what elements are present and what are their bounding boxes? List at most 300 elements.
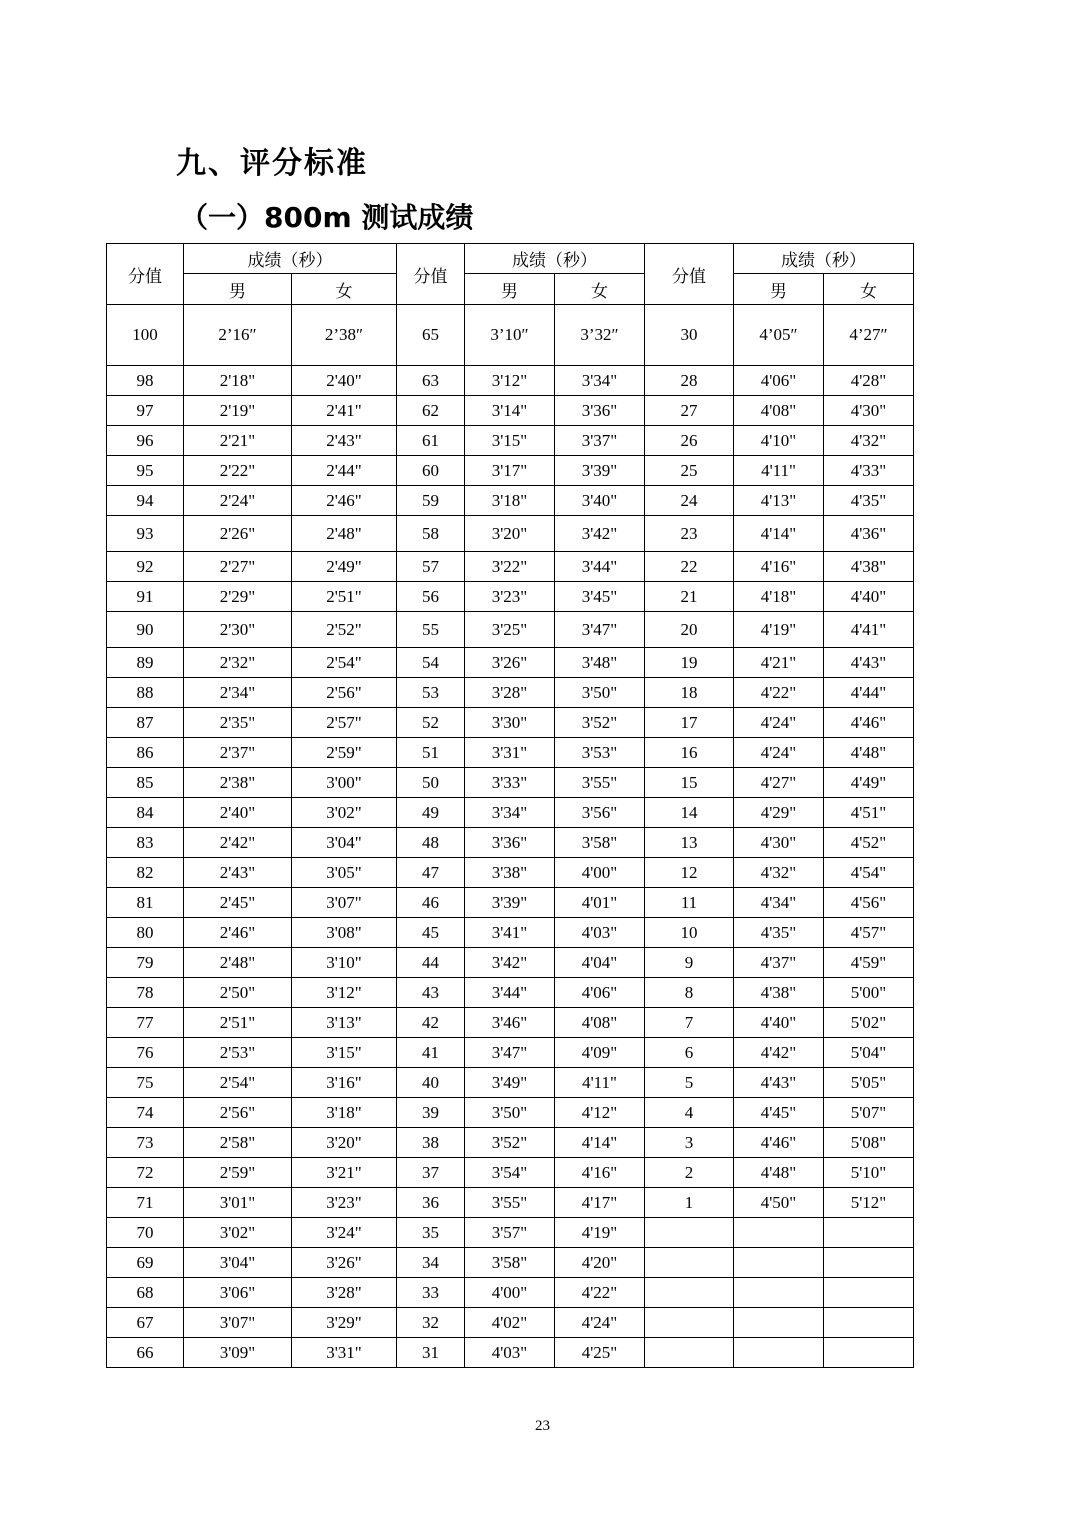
score-cell: 2	[645, 1158, 734, 1188]
score-cell: 15	[645, 768, 734, 798]
score-cell: 22	[645, 552, 734, 582]
female-time-cell: 3'10"	[292, 948, 397, 978]
table-row	[107, 366, 914, 396]
score-cell: 38	[397, 1128, 465, 1158]
female-time-cell: 4'06"	[555, 978, 645, 1008]
female-time-cell: 5'07"	[824, 1098, 914, 1128]
score-cell: 37	[397, 1158, 465, 1188]
score-cell: 80	[107, 918, 184, 948]
female-time-cell: 3'58"	[555, 828, 645, 858]
score-cell: 91	[107, 582, 184, 612]
female-time-cell: 2'54"	[292, 648, 397, 678]
table-row	[107, 305, 914, 366]
female-time-cell: 2'52"	[292, 612, 397, 648]
score-table	[106, 243, 914, 1368]
score-cell: 25	[645, 456, 734, 486]
table-row	[107, 648, 914, 678]
female-time-cell: 3'16"	[292, 1068, 397, 1098]
female-time-cell: 2'46"	[292, 486, 397, 516]
table-row	[107, 1188, 914, 1218]
female-header: 女	[292, 274, 397, 305]
male-time-cell: 2'45"	[184, 888, 292, 918]
female-time-cell: 5'10"	[824, 1158, 914, 1188]
score-cell: 32	[397, 1308, 465, 1338]
male-time-cell: 2'37"	[184, 738, 292, 768]
score-cell: 84	[107, 798, 184, 828]
female-time-cell: 5'02"	[824, 1008, 914, 1038]
male-time-cell: 3'42"	[465, 948, 555, 978]
male-time-cell	[734, 1218, 824, 1248]
male-time-cell: 2'35"	[184, 708, 292, 738]
score-cell: 70	[107, 1218, 184, 1248]
score-cell: 14	[645, 798, 734, 828]
female-time-cell: 4'16"	[555, 1158, 645, 1188]
male-header: 男	[465, 274, 555, 305]
score-cell: 69	[107, 1248, 184, 1278]
score-cell: 67	[107, 1308, 184, 1338]
male-time-cell: 4'50"	[734, 1188, 824, 1218]
table-row	[107, 1248, 914, 1278]
male-time-cell: 3'46"	[465, 1008, 555, 1038]
female-time-cell	[824, 1218, 914, 1248]
male-time-cell: 2'38"	[184, 768, 292, 798]
male-time-cell: 3'38"	[465, 858, 555, 888]
table-row	[107, 798, 914, 828]
female-time-cell: 4'35"	[824, 486, 914, 516]
table-row	[107, 516, 914, 552]
female-time-cell: 3'04"	[292, 828, 397, 858]
male-time-cell: 2'32"	[184, 648, 292, 678]
female-time-cell: 2'43"	[292, 426, 397, 456]
score-cell: 50	[397, 768, 465, 798]
score-cell: 78	[107, 978, 184, 1008]
male-time-cell: 3'41"	[465, 918, 555, 948]
score-cell: 5	[645, 1068, 734, 1098]
score-cell: 57	[397, 552, 465, 582]
score-cell	[645, 1338, 734, 1368]
female-time-cell: 3'20"	[292, 1128, 397, 1158]
male-time-cell: 3'26"	[465, 648, 555, 678]
score-cell: 75	[107, 1068, 184, 1098]
male-time-cell: 3'23"	[465, 582, 555, 612]
male-time-cell: 3'58"	[465, 1248, 555, 1278]
score-cell: 74	[107, 1098, 184, 1128]
score-cell: 31	[397, 1338, 465, 1368]
female-time-cell: 4'24"	[555, 1308, 645, 1338]
score-cell: 33	[397, 1278, 465, 1308]
male-time-cell: 3'44"	[465, 978, 555, 1008]
male-time-cell: 2’16″	[184, 305, 292, 366]
female-time-cell: 4'17"	[555, 1188, 645, 1218]
female-time-cell: 2'41"	[292, 396, 397, 426]
female-time-cell: 3'07"	[292, 888, 397, 918]
score-cell	[645, 1308, 734, 1338]
score-cell: 96	[107, 426, 184, 456]
male-time-cell: 3'52"	[465, 1128, 555, 1158]
score-cell	[645, 1248, 734, 1278]
score-cell: 34	[397, 1248, 465, 1278]
female-time-cell: 4’27″	[824, 305, 914, 366]
score-cell: 68	[107, 1278, 184, 1308]
female-time-cell	[824, 1338, 914, 1368]
male-time-cell: 4'42"	[734, 1038, 824, 1068]
female-time-cell: 3'39"	[555, 456, 645, 486]
female-time-cell: 3'56"	[555, 798, 645, 828]
score-header: 分值	[397, 244, 465, 305]
female-time-cell: 3'31"	[292, 1338, 397, 1368]
male-time-cell: 4'22"	[734, 678, 824, 708]
score-cell: 41	[397, 1038, 465, 1068]
female-time-cell: 4'40"	[824, 582, 914, 612]
section-heading: 九、评分标准	[176, 146, 368, 181]
male-time-cell: 2'22"	[184, 456, 292, 486]
female-time-cell: 3'37"	[555, 426, 645, 456]
female-time-cell: 3'15"	[292, 1038, 397, 1068]
score-cell: 52	[397, 708, 465, 738]
male-time-cell: 3'31"	[465, 738, 555, 768]
score-cell: 23	[645, 516, 734, 552]
male-time-cell: 4'37"	[734, 948, 824, 978]
female-time-cell: 2'40"	[292, 366, 397, 396]
female-time-cell: 3'29"	[292, 1308, 397, 1338]
female-time-cell: 4'22"	[555, 1278, 645, 1308]
score-cell: 82	[107, 858, 184, 888]
female-time-cell: 4'28"	[824, 366, 914, 396]
male-header: 男	[734, 274, 824, 305]
female-time-cell: 3'18"	[292, 1098, 397, 1128]
table-row	[107, 828, 914, 858]
score-cell: 9	[645, 948, 734, 978]
score-cell: 66	[107, 1338, 184, 1368]
score-cell: 73	[107, 1128, 184, 1158]
score-cell: 27	[645, 396, 734, 426]
female-time-cell: 3'53"	[555, 738, 645, 768]
male-time-cell	[734, 1278, 824, 1308]
female-time-cell: 2’38″	[292, 305, 397, 366]
score-cell: 95	[107, 456, 184, 486]
male-time-cell: 4'38"	[734, 978, 824, 1008]
female-time-cell: 3'21"	[292, 1158, 397, 1188]
female-time-cell: 3'23"	[292, 1188, 397, 1218]
male-time-cell: 3'28"	[465, 678, 555, 708]
table-row	[107, 738, 914, 768]
score-cell: 30	[645, 305, 734, 366]
female-time-cell: 4'04"	[555, 948, 645, 978]
result-header: 成绩（秒）	[734, 244, 914, 274]
table-row	[107, 1338, 914, 1368]
score-cell: 40	[397, 1068, 465, 1098]
male-time-cell: 4'21"	[734, 648, 824, 678]
female-time-cell: 4'44"	[824, 678, 914, 708]
table-row	[107, 1038, 914, 1068]
female-time-cell: 3'47"	[555, 612, 645, 648]
score-cell: 59	[397, 486, 465, 516]
male-time-cell: 3'55"	[465, 1188, 555, 1218]
female-time-cell: 3'42"	[555, 516, 645, 552]
score-cell: 20	[645, 612, 734, 648]
male-time-cell: 2'29"	[184, 582, 292, 612]
male-time-cell: 4'24"	[734, 738, 824, 768]
score-cell: 18	[645, 678, 734, 708]
male-time-cell: 4'16"	[734, 552, 824, 582]
male-time-cell: 3'25"	[465, 612, 555, 648]
female-time-cell: 4'38"	[824, 552, 914, 582]
score-cell: 12	[645, 858, 734, 888]
female-time-cell: 3'36"	[555, 396, 645, 426]
score-cell: 17	[645, 708, 734, 738]
female-time-cell: 4'36"	[824, 516, 914, 552]
female-time-cell: 4'25"	[555, 1338, 645, 1368]
male-time-cell: 3'14"	[465, 396, 555, 426]
score-cell: 6	[645, 1038, 734, 1068]
female-time-cell: 4'48"	[824, 738, 914, 768]
female-time-cell: 3'52"	[555, 708, 645, 738]
table-row	[107, 768, 914, 798]
female-time-cell: 4'20"	[555, 1248, 645, 1278]
score-cell: 83	[107, 828, 184, 858]
male-header: 男	[184, 274, 292, 305]
score-cell: 93	[107, 516, 184, 552]
score-cell: 19	[645, 648, 734, 678]
female-time-cell: 3'40"	[555, 486, 645, 516]
male-time-cell: 3'34"	[465, 798, 555, 828]
female-time-cell: 3'55"	[555, 768, 645, 798]
male-time-cell: 2'30"	[184, 612, 292, 648]
score-cell: 60	[397, 456, 465, 486]
female-time-cell: 4'11"	[555, 1068, 645, 1098]
male-time-cell: 3'36"	[465, 828, 555, 858]
female-time-cell: 2'59"	[292, 738, 397, 768]
score-cell: 49	[397, 798, 465, 828]
male-time-cell: 4'24"	[734, 708, 824, 738]
male-time-cell: 3'33"	[465, 768, 555, 798]
female-time-cell: 4'51"	[824, 798, 914, 828]
male-time-cell: 3'01"	[184, 1188, 292, 1218]
result-header: 成绩（秒）	[184, 244, 397, 274]
female-time-cell: 4'12"	[555, 1098, 645, 1128]
female-time-cell: 4'59"	[824, 948, 914, 978]
score-cell: 28	[645, 366, 734, 396]
female-header: 女	[824, 274, 914, 305]
score-cell: 55	[397, 612, 465, 648]
male-time-cell: 2'26"	[184, 516, 292, 552]
male-time-cell: 4'13"	[734, 486, 824, 516]
female-time-cell: 3'44"	[555, 552, 645, 582]
male-time-cell: 3'09"	[184, 1338, 292, 1368]
female-time-cell: 3'08"	[292, 918, 397, 948]
male-time-cell: 2'53"	[184, 1038, 292, 1068]
female-time-cell: 4'41"	[824, 612, 914, 648]
male-time-cell: 2'42"	[184, 828, 292, 858]
score-cell: 100	[107, 305, 184, 366]
score-cell: 72	[107, 1158, 184, 1188]
female-time-cell: 2'57"	[292, 708, 397, 738]
female-time-cell: 4'08"	[555, 1008, 645, 1038]
male-time-cell: 3'57"	[465, 1218, 555, 1248]
female-time-cell: 4'09"	[555, 1038, 645, 1068]
score-cell: 56	[397, 582, 465, 612]
male-time-cell: 2'46"	[184, 918, 292, 948]
female-time-cell: 3'13"	[292, 1008, 397, 1038]
male-time-cell: 2'54"	[184, 1068, 292, 1098]
male-time-cell: 3'54"	[465, 1158, 555, 1188]
table-row	[107, 582, 914, 612]
male-time-cell: 4'03"	[465, 1338, 555, 1368]
male-time-cell: 3'47"	[465, 1038, 555, 1068]
score-cell	[645, 1278, 734, 1308]
male-time-cell: 2'59"	[184, 1158, 292, 1188]
male-time-cell: 4'29"	[734, 798, 824, 828]
score-cell: 97	[107, 396, 184, 426]
score-cell: 7	[645, 1008, 734, 1038]
score-cell: 11	[645, 888, 734, 918]
table-row	[107, 708, 914, 738]
score-cell: 79	[107, 948, 184, 978]
score-cell: 44	[397, 948, 465, 978]
table-row	[107, 396, 914, 426]
male-time-cell: 3'22"	[465, 552, 555, 582]
female-time-cell: 3'26"	[292, 1248, 397, 1278]
male-time-cell: 3'20"	[465, 516, 555, 552]
score-cell: 1	[645, 1188, 734, 1218]
male-time-cell: 2'18"	[184, 366, 292, 396]
female-time-cell: 2'51"	[292, 582, 397, 612]
female-time-cell: 3'45"	[555, 582, 645, 612]
score-cell: 58	[397, 516, 465, 552]
female-time-cell: 4'43"	[824, 648, 914, 678]
score-cell: 65	[397, 305, 465, 366]
score-cell: 77	[107, 1008, 184, 1038]
score-cell: 45	[397, 918, 465, 948]
female-time-cell: 3'50"	[555, 678, 645, 708]
score-cell: 13	[645, 828, 734, 858]
male-time-cell	[734, 1248, 824, 1278]
male-time-cell: 4'30"	[734, 828, 824, 858]
table-row	[107, 1278, 914, 1308]
female-time-cell: 5'00"	[824, 978, 914, 1008]
male-time-cell: 2'24"	[184, 486, 292, 516]
table-row	[107, 1008, 914, 1038]
score-cell: 21	[645, 582, 734, 612]
male-time-cell: 4'45"	[734, 1098, 824, 1128]
male-time-cell: 3'12"	[465, 366, 555, 396]
male-time-cell: 3'02"	[184, 1218, 292, 1248]
female-time-cell: 4'57"	[824, 918, 914, 948]
male-time-cell: 2'40"	[184, 798, 292, 828]
male-time-cell: 3'07"	[184, 1308, 292, 1338]
female-time-cell: 5'12"	[824, 1188, 914, 1218]
male-time-cell: 2'34"	[184, 678, 292, 708]
score-cell: 54	[397, 648, 465, 678]
score-cell: 16	[645, 738, 734, 768]
score-cell: 88	[107, 678, 184, 708]
table-row	[107, 1218, 914, 1248]
score-cell: 89	[107, 648, 184, 678]
score-cell: 8	[645, 978, 734, 1008]
table-row	[107, 612, 914, 648]
table-row	[107, 1308, 914, 1338]
score-cell: 92	[107, 552, 184, 582]
female-time-cell: 2'49"	[292, 552, 397, 582]
score-cell: 71	[107, 1188, 184, 1218]
table-row	[107, 552, 914, 582]
male-time-cell: 4'02"	[465, 1308, 555, 1338]
female-time-cell: 4'03"	[555, 918, 645, 948]
male-time-cell: 2'27"	[184, 552, 292, 582]
female-time-cell: 3'34"	[555, 366, 645, 396]
table-row	[107, 1068, 914, 1098]
female-time-cell: 5'08"	[824, 1128, 914, 1158]
male-time-cell: 3'50"	[465, 1098, 555, 1128]
female-time-cell: 4'33"	[824, 456, 914, 486]
female-time-cell: 4'46"	[824, 708, 914, 738]
female-time-cell: 3'48"	[555, 648, 645, 678]
female-time-cell: 3'28"	[292, 1278, 397, 1308]
male-time-cell: 2'51"	[184, 1008, 292, 1038]
score-cell: 61	[397, 426, 465, 456]
table-row	[107, 858, 914, 888]
male-time-cell: 3'15"	[465, 426, 555, 456]
male-time-cell: 4'34"	[734, 888, 824, 918]
male-time-cell: 4’05″	[734, 305, 824, 366]
male-time-cell: 4'19"	[734, 612, 824, 648]
score-cell: 26	[645, 426, 734, 456]
male-time-cell: 3'17"	[465, 456, 555, 486]
table-row	[107, 888, 914, 918]
score-cell: 39	[397, 1098, 465, 1128]
score-cell: 94	[107, 486, 184, 516]
score-header: 分值	[645, 244, 734, 305]
table-subheader-row	[107, 274, 914, 305]
female-time-cell: 3'24"	[292, 1218, 397, 1248]
score-cell: 86	[107, 738, 184, 768]
female-time-cell: 4'56"	[824, 888, 914, 918]
male-time-cell: 4'43"	[734, 1068, 824, 1098]
score-cell: 4	[645, 1098, 734, 1128]
table-row	[107, 1128, 914, 1158]
score-cell: 85	[107, 768, 184, 798]
table-row	[107, 426, 914, 456]
table-row	[107, 678, 914, 708]
score-cell: 24	[645, 486, 734, 516]
score-cell: 87	[107, 708, 184, 738]
female-time-cell: 2'48"	[292, 516, 397, 552]
score-cell: 98	[107, 366, 184, 396]
score-cell: 35	[397, 1218, 465, 1248]
male-time-cell: 4'27"	[734, 768, 824, 798]
female-time-cell: 3'12"	[292, 978, 397, 1008]
female-time-cell: 5'04"	[824, 1038, 914, 1068]
male-time-cell: 2'19"	[184, 396, 292, 426]
table-row	[107, 486, 914, 516]
table-row	[107, 918, 914, 948]
score-cell: 63	[397, 366, 465, 396]
female-time-cell: 2'44"	[292, 456, 397, 486]
score-header: 分值	[107, 244, 184, 305]
table-row	[107, 1158, 914, 1188]
male-time-cell: 2'43"	[184, 858, 292, 888]
score-cell: 48	[397, 828, 465, 858]
score-cell: 46	[397, 888, 465, 918]
male-time-cell: 4'32"	[734, 858, 824, 888]
score-cell: 47	[397, 858, 465, 888]
female-time-cell: 4'54"	[824, 858, 914, 888]
female-time-cell: 5'05"	[824, 1068, 914, 1098]
table-row	[107, 978, 914, 1008]
male-time-cell: 2'56"	[184, 1098, 292, 1128]
score-cell: 62	[397, 396, 465, 426]
female-time-cell: 4'30"	[824, 396, 914, 426]
